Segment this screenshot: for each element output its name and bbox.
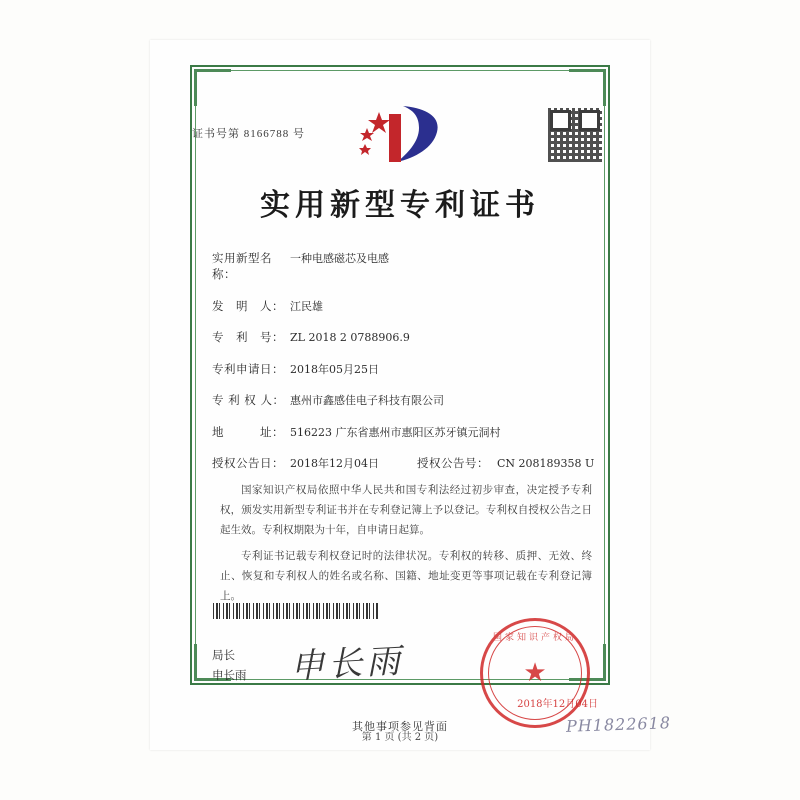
patent-office-emblem-icon bbox=[345, 98, 455, 170]
field-row-invention-name bbox=[212, 250, 595, 282]
field-value-grant-date: 2018年12月04日 bbox=[290, 457, 379, 470]
paragraph-grant-statement: 国家知识产权局依照中华人民共和国专利法经过初步审查，决定授予专利权，颁发实用新型专利证书并在专利登记簿上予以登记。专利权自授权公告之日起生效。专利权期限为十年，自申请日起算。 bbox=[220, 484, 592, 536]
handwritten-signature: 申长雨 bbox=[289, 641, 406, 687]
field-label: 实用新型名称： bbox=[212, 251, 272, 281]
handwritten-reference-note: PH1822618 bbox=[565, 713, 672, 736]
field-value: 一种电感磁芯及电感 bbox=[290, 252, 389, 265]
certificate-number: 证书号第 8166788 号 bbox=[192, 128, 305, 140]
field-label-grant-number: 授权公告号： bbox=[417, 456, 489, 470]
seal-star-icon: ★ bbox=[523, 658, 547, 687]
field-row-application-date bbox=[212, 361, 595, 377]
field-row-patentee bbox=[212, 392, 595, 408]
field-label: 地 址： bbox=[212, 424, 284, 439]
signature-name-label: 申长雨 bbox=[212, 668, 247, 682]
field-value: 2018年05月25日 bbox=[290, 362, 379, 376]
paragraph-registry-statement: 专利证书记载专利权登记时的法律状况。专利权的转移、质押、无效、终止、恢复和专利权人的姓名或名称、国籍、地址变更等事项记载在专利登记簿上。 bbox=[220, 550, 592, 602]
legal-paragraphs bbox=[220, 480, 592, 612]
field-value-grant-number: CN 208189358 U bbox=[497, 457, 595, 470]
barcode-icon bbox=[213, 603, 378, 619]
certificate-sheet bbox=[150, 40, 650, 750]
qr-code-icon bbox=[548, 108, 602, 162]
corner-ornament-top-right bbox=[569, 69, 606, 106]
page-number: 第 1 页 (共 2 页) bbox=[361, 732, 439, 743]
field-label: 专利申请日： bbox=[212, 361, 284, 376]
corner-ornament-top-left bbox=[194, 69, 231, 106]
seal-top-text: 国家知识产权局 bbox=[492, 633, 577, 643]
seal-date: 2018年12月04日 bbox=[517, 699, 598, 710]
field-row-grant-announcement bbox=[212, 455, 595, 471]
signature-labels bbox=[212, 645, 247, 685]
field-label: 专 利 号： bbox=[212, 330, 284, 344]
field-row-patent-number bbox=[212, 329, 595, 345]
signature-role-label: 局长 bbox=[212, 648, 235, 662]
field-row-inventor bbox=[212, 298, 595, 314]
page-title: 实用新型专利证书 bbox=[260, 188, 540, 223]
official-red-seal bbox=[480, 618, 590, 728]
field-row-address bbox=[212, 424, 595, 440]
field-value: 516223 广东省惠州市惠阳区苏牙镇元洞村 bbox=[290, 425, 501, 439]
field-label: 发 明 人： bbox=[212, 298, 284, 313]
back-side-note: 其他事项参见背面 bbox=[352, 720, 448, 733]
field-value: ZL 2018 2 0788906.9 bbox=[290, 331, 410, 344]
field-value: 江民雄 bbox=[290, 299, 323, 313]
certificate-fields bbox=[212, 250, 595, 487]
field-value: 惠州市鑫感佳电子科技有限公司 bbox=[290, 394, 444, 407]
field-label-grant-date: 授权公告日： bbox=[212, 456, 284, 470]
field-label: 专 利 权 人： bbox=[212, 393, 285, 407]
